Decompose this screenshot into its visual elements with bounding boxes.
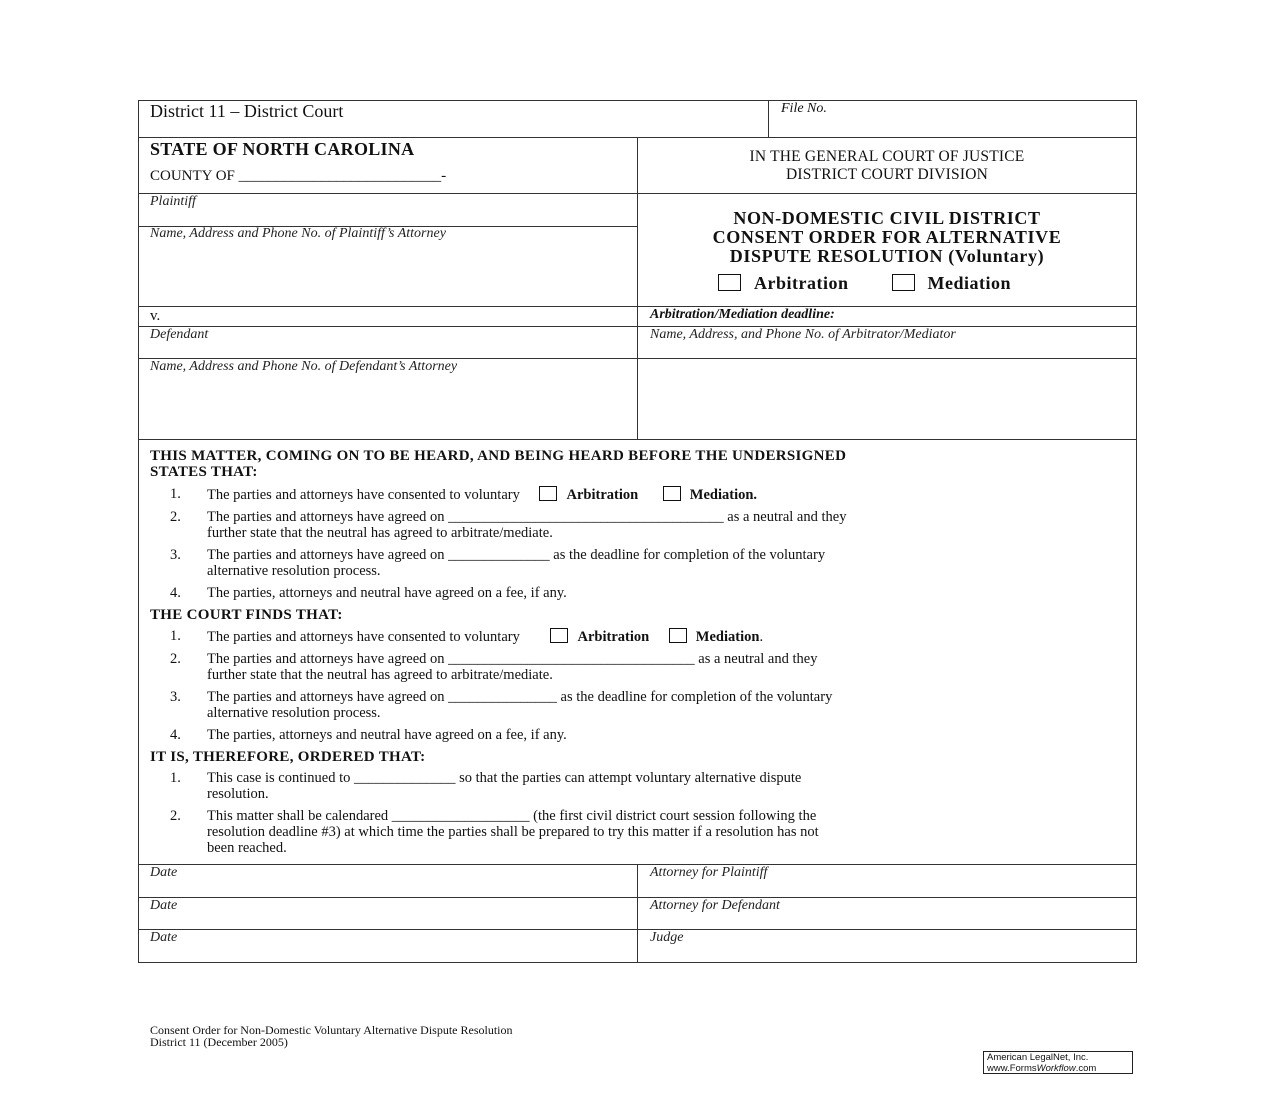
court-caption bbox=[640, 148, 1134, 184]
finds-list bbox=[150, 628, 1110, 749]
item-text: The parties and attorneys have consented to voluntary bbox=[207, 629, 520, 645]
item-text-continued: alternative resolution process. bbox=[207, 563, 381, 579]
plaintiff-field[interactable]: Plaintiff bbox=[150, 194, 196, 209]
item-text[interactable]: The parties and attorneys have agreed on _______________ as the deadline for completion of the voluntary bbox=[207, 689, 833, 705]
item-text: The parties, attorneys and neutral have agreed on a fee, if any. bbox=[207, 727, 567, 743]
item-text[interactable]: The parties and attorneys have agreed on ______________ as the deadline for completion of the voluntary bbox=[207, 547, 826, 563]
mediation-label: Mediation bbox=[695, 629, 760, 645]
defendant-field[interactable]: Defendant bbox=[150, 327, 209, 342]
item-number: 3. bbox=[170, 689, 181, 705]
states-heading-line-1: THIS MATTER, COMING ON TO BE HEARD, AND BEING HEARD BEFORE THE UNDERSIGNED bbox=[150, 448, 847, 464]
arbitration-checkbox[interactable] bbox=[718, 274, 741, 291]
district-label: District 11 – District Court bbox=[150, 101, 344, 121]
court-line-2: DISTRICT COURT DIVISION bbox=[785, 166, 989, 183]
item-number: 1. bbox=[170, 486, 181, 502]
item-text-continued: further state that the neutral has agreed to arbitrate/mediate. bbox=[207, 667, 553, 683]
list-item bbox=[150, 808, 1110, 856]
form-title bbox=[640, 209, 1134, 266]
date-field-judge[interactable]: Date bbox=[150, 930, 178, 945]
item-number: 1. bbox=[170, 770, 181, 786]
mediation-option-label: Mediation bbox=[927, 273, 1011, 293]
brand-italic: Workflow bbox=[1036, 1063, 1076, 1074]
brand-suffix: .com bbox=[1075, 1063, 1097, 1074]
states-heading-line-2: STATES THAT: bbox=[150, 464, 258, 480]
item-text[interactable]: This matter shall be calendared ___________________ (the first civil district court session following the bbox=[207, 808, 817, 824]
list-item bbox=[150, 689, 1110, 721]
plaintiff-attorney-field[interactable]: Name, Address and Phone No. of Plaintiff’s Attorney bbox=[150, 226, 446, 241]
neutral-field[interactable]: Name, Address, and Phone No. of Arbitrator/Mediator bbox=[650, 327, 956, 342]
arbitration-label: Arbitration bbox=[577, 629, 650, 645]
defendant-attorney-field[interactable]: Name, Address and Phone No. of Defendant’s Attorney bbox=[150, 359, 458, 374]
title-options bbox=[718, 273, 1011, 294]
court-line-1: IN THE GENERAL COURT OF JUSTICE bbox=[749, 148, 1025, 165]
title-line-1: NON-DOMESTIC CIVIL DISTRICT bbox=[733, 208, 1041, 228]
item-text-continued: resolution deadline #3) at which time the parties shall be prepared to try this matter if a resolution has not bbox=[207, 824, 819, 840]
item-text-continued-2: been reached. bbox=[207, 840, 287, 856]
brand-badge bbox=[983, 1051, 1133, 1074]
list-item bbox=[150, 770, 1110, 802]
ordered-list bbox=[150, 770, 1110, 862]
item-text[interactable]: This case is continued to ______________ so that the parties can attempt voluntary alternative dispute bbox=[207, 770, 802, 786]
arbitration-label: Arbitration bbox=[566, 487, 639, 503]
defendant-attorney-signature[interactable]: Attorney for Defendant bbox=[650, 898, 780, 913]
footer-line-2: District 11 (December 2005) bbox=[150, 1035, 288, 1049]
item-text-continued: resolution. bbox=[207, 786, 269, 802]
item-text: The parties, attorneys and neutral have agreed on a fee, if any. bbox=[207, 585, 567, 601]
states-heading bbox=[150, 448, 1110, 480]
item-text-continued: further state that the neutral has agreed to arbitrate/mediate. bbox=[207, 525, 553, 541]
list-item bbox=[150, 547, 1110, 579]
mediation-label: Mediation. bbox=[689, 487, 758, 503]
footer-text bbox=[150, 1024, 513, 1048]
date-field-plaintiff[interactable]: Date bbox=[150, 865, 178, 880]
item-number: 2. bbox=[170, 808, 181, 824]
footer-line-1: Consent Order for Non-Domestic Voluntary Alternative Dispute Resolution bbox=[150, 1023, 513, 1037]
item-text-continued: alternative resolution process. bbox=[207, 705, 381, 721]
item-number: 2. bbox=[170, 509, 181, 525]
plaintiff-attorney-signature[interactable]: Attorney for Plaintiff bbox=[650, 865, 768, 880]
item-text[interactable]: The parties and attorneys have agreed on __________________________________ as a neutral and they bbox=[207, 651, 818, 667]
states-list bbox=[150, 486, 1110, 607]
judge-signature[interactable]: Judge bbox=[650, 930, 684, 945]
file-no-field[interactable]: File No. bbox=[781, 101, 827, 116]
finds-heading: THE COURT FINDS THAT: bbox=[150, 607, 343, 623]
mediation-checkbox[interactable] bbox=[663, 486, 681, 501]
title-line-3: DISPUTE RESOLUTION (Voluntary) bbox=[729, 246, 1045, 266]
versus-label: v. bbox=[150, 308, 161, 324]
arbitration-checkbox[interactable] bbox=[550, 628, 568, 643]
item-text: The parties and attorneys have consented to voluntary bbox=[207, 487, 520, 503]
item-number: 4. bbox=[170, 727, 181, 743]
deadline-field[interactable]: Arbitration/Mediation deadline: bbox=[650, 307, 835, 322]
brand-prefix: www.Forms bbox=[987, 1063, 1037, 1074]
list-item bbox=[150, 486, 1110, 503]
county-field[interactable]: COUNTY OF ___________________________- bbox=[150, 168, 447, 184]
brand-line-2 bbox=[987, 1063, 1132, 1074]
state-heading: STATE OF NORTH CAROLINA bbox=[150, 139, 415, 159]
arbitration-option-label: Arbitration bbox=[754, 273, 849, 293]
date-field-defendant[interactable]: Date bbox=[150, 898, 178, 913]
mediation-checkbox[interactable] bbox=[892, 274, 915, 291]
list-item bbox=[150, 651, 1110, 683]
brand-line-1: American LegalNet, Inc. bbox=[987, 1052, 1089, 1063]
item-number: 3. bbox=[170, 547, 181, 563]
list-item bbox=[150, 727, 1110, 743]
title-line-2: CONSENT ORDER FOR ALTERNATIVE bbox=[712, 227, 1062, 247]
item-number: 1. bbox=[170, 628, 181, 644]
mediation-checkbox[interactable] bbox=[669, 628, 687, 643]
list-item bbox=[150, 509, 1110, 541]
item-number: 4. bbox=[170, 585, 181, 601]
list-item bbox=[150, 628, 1110, 645]
item-period: . bbox=[759, 629, 764, 645]
ordered-heading: IT IS, THEREFORE, ORDERED THAT: bbox=[150, 749, 426, 765]
arbitration-checkbox[interactable] bbox=[539, 486, 557, 501]
item-text[interactable]: The parties and attorneys have agreed on ______________________________________ as a neutral and they bbox=[207, 509, 847, 525]
item-number: 2. bbox=[170, 651, 181, 667]
list-item bbox=[150, 585, 1110, 601]
